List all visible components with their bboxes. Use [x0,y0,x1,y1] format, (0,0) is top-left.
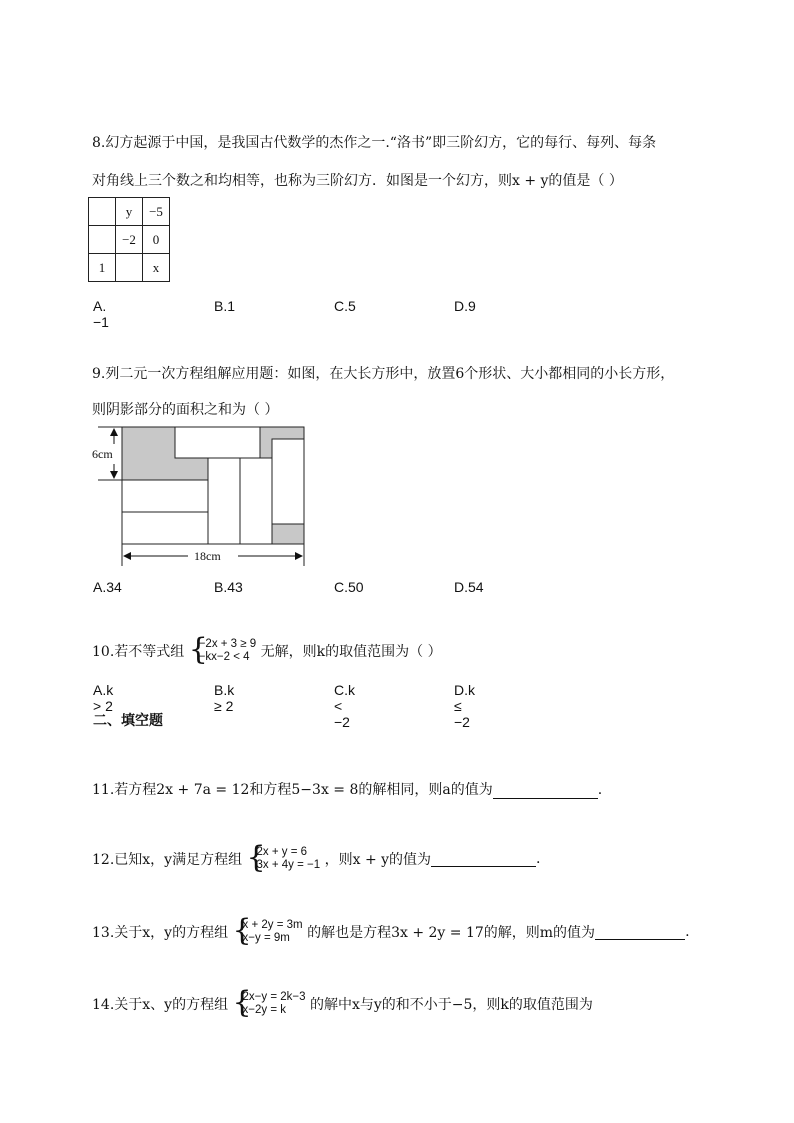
system-row: 3x + 4y = −1 [256,859,321,871]
equation-system [232,913,303,948]
q14-prefix: 14.关于x、y的方程组 [92,997,229,1013]
q9-line2: 则阴影部分的面积之和为（ ） [92,402,279,418]
option-c[interactable]: C.k < −2 [334,682,355,730]
brace-icon: { [232,985,252,1020]
equation-system [246,840,321,875]
grid-cell: y [116,198,143,226]
option-b[interactable]: B.43 [214,579,243,595]
rectangle-figure [88,420,318,568]
answer-blank[interactable] [493,784,598,799]
option-a[interactable]: A.k > 2 [93,682,114,714]
system-row: 2x + y = 6 [256,846,308,858]
system-row: −2x + 3 ≥ 9 [198,638,257,650]
option-d[interactable]: D.9 [454,298,476,314]
q13-suffix: 的解也是方程3x + 2y = 17的解，则m的值为 [307,925,596,941]
grid-cell: −5 [143,198,170,226]
grid-cell [116,254,143,282]
section-title: 二、填空题 [93,713,163,729]
brace-icon: { [232,913,252,948]
q10-prefix: 10.若不等式组 [92,644,185,660]
q11-text: 11.若方程2x + 7a = 12和方程5−3x = 8的解相同，则a的值为 [92,782,493,798]
system-row: x−2y = k [242,1004,286,1016]
q12-end: . [536,851,541,867]
system-row: −kx−2 < 4 [198,651,250,663]
q12-prefix: 12.已知x，y满足方程组 [92,852,243,868]
grid-cell: 0 [143,226,170,254]
brace-icon: { [246,840,266,875]
grid-cell [89,198,116,226]
option-a[interactable]: A.−1 [93,298,109,330]
brace-icon: { [188,632,208,667]
system-row: x + 2y = 3m [242,919,303,931]
q13-end: . [685,924,690,940]
system-row: 2x−y = 2k−3 [242,991,306,1003]
q8-line2: 对角线上三个数之和均相等，也称为三阶幻方．如图是一个幻方，则x + y的值是（ ） [92,173,623,189]
system-row: x−y = 9m [242,932,290,944]
width-label: 18cm [194,549,221,563]
answer-blank[interactable] [595,925,685,940]
inequality-system [188,632,257,667]
q10-suffix: 无解，则k的取值范围为（ ） [260,644,442,660]
q12 [92,840,541,875]
option-d[interactable]: D.k ≤ −2 [454,682,475,730]
option-a[interactable]: A.34 [93,579,122,595]
option-b[interactable]: B.1 [214,298,236,314]
q9-line1: 9.列二元一次方程组解应用题：如图，在大长方形中，放置6个形状、大小都相同的小长方形， [92,366,675,382]
grid-cell: −2 [116,226,143,254]
option-d[interactable]: D.54 [454,579,484,595]
height-label: 6cm [92,447,113,461]
option-b[interactable]: B.k ≥ 2 [214,682,235,714]
magic-square-grid [88,197,170,282]
q12-suffix: ，则x + y的值为 [324,852,432,868]
grid-cell: 1 [89,254,116,282]
q13-prefix: 13.关于x，y的方程组 [92,925,229,941]
q11 [92,779,602,799]
grid-cell: x [143,254,170,282]
equation-system [232,985,306,1020]
q14-suffix: 的解中x与y的和不小于−5，则k的取值范围为 [309,997,593,1013]
q10 [92,632,442,667]
answer-blank[interactable] [431,852,536,867]
q14 [92,985,593,1020]
q8-line1: 8.幻方起源于中国，是我国古代数学的杰作之一.“洛书”即三阶幻方，它的每行、每列、每条 [92,135,657,151]
q11-end: . [597,782,603,798]
option-c[interactable]: C.50 [334,579,364,595]
q13 [92,913,690,948]
option-c[interactable]: C.5 [334,298,356,314]
grid-cell [89,226,116,254]
